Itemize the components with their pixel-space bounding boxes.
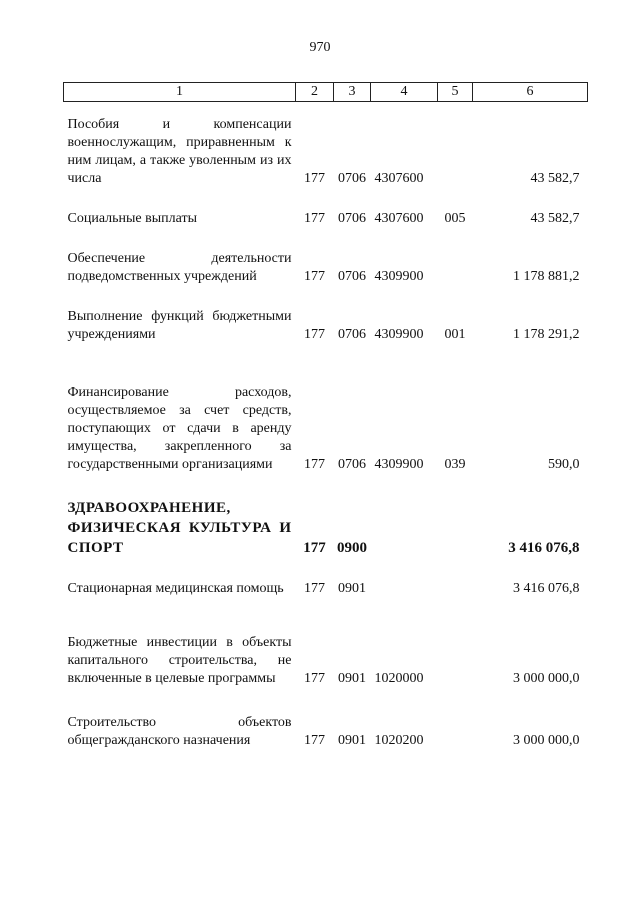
row-code-4: 1020000 bbox=[374, 671, 424, 686]
row-amount: 3 000 000,0 bbox=[513, 733, 580, 748]
table-row bbox=[64, 498, 588, 558]
row-name: ЗДРАВООХРАНЕНИЕ, ФИЗИЧЕСКАЯ КУЛЬТУРА И СПОРТ bbox=[67, 500, 292, 556]
row-spacer bbox=[64, 228, 588, 250]
header-cell: 5 bbox=[438, 83, 473, 102]
budget-table bbox=[63, 82, 588, 750]
row-code-4: 4309900 bbox=[374, 457, 424, 472]
row-name: Строительство объектов общегражданского назначения bbox=[67, 715, 292, 748]
header-cell: 1 bbox=[64, 83, 296, 102]
page-number: 970 bbox=[309, 40, 331, 55]
row-code-5 bbox=[438, 634, 473, 688]
row-amount: 590,0 bbox=[548, 457, 580, 472]
row-spacer bbox=[64, 102, 588, 117]
row-code-4 bbox=[371, 580, 438, 598]
row-code-5 bbox=[438, 580, 473, 598]
row-name: Выполнение функций бюджетными учреждениями bbox=[67, 309, 292, 342]
header-cell: 4 bbox=[371, 83, 438, 102]
row-code-2: 177 bbox=[304, 581, 325, 596]
row-amount: 1 178 291,2 bbox=[513, 327, 580, 342]
row-code-5: 005 bbox=[444, 211, 466, 226]
row-code-5 bbox=[438, 714, 473, 750]
header-cell: 2 bbox=[296, 83, 334, 102]
table-row bbox=[64, 308, 588, 344]
row-code-2: 177 bbox=[304, 171, 325, 186]
table-row bbox=[64, 210, 588, 228]
row-code-3: 0706 bbox=[338, 457, 366, 472]
table-row bbox=[64, 384, 588, 474]
row-code-4: 4309900 bbox=[374, 269, 424, 284]
row-spacer bbox=[64, 344, 588, 384]
row-spacer bbox=[64, 188, 588, 210]
row-amount: 43 582,7 bbox=[530, 211, 580, 226]
row-name: Стационарная медицинская помощь bbox=[67, 581, 284, 596]
row-amount: 3 416 076,8 bbox=[508, 540, 580, 556]
row-code-5 bbox=[438, 116, 473, 188]
row-code-3: 0900 bbox=[337, 540, 367, 556]
row-code-5: 039 bbox=[444, 457, 466, 472]
row-code-4: 4307600 bbox=[374, 171, 424, 186]
row-code-3: 0901 bbox=[338, 733, 366, 748]
row-code-3: 0901 bbox=[338, 671, 366, 686]
table-row bbox=[64, 250, 588, 286]
row-code-5: 001 bbox=[444, 327, 466, 342]
row-code-2: 177 bbox=[304, 327, 325, 342]
row-name: Бюджетные инвестиции в объекты капитального строительства, не включенные в целевые программы bbox=[67, 635, 292, 686]
row-code-4: 4307600 bbox=[374, 211, 424, 226]
row-code-3: 0706 bbox=[338, 327, 366, 342]
row-code-4 bbox=[371, 498, 438, 558]
row-code-5 bbox=[438, 498, 473, 558]
header-row bbox=[64, 83, 588, 102]
row-code-3: 0706 bbox=[338, 211, 366, 226]
header-cell: 3 bbox=[334, 83, 371, 102]
row-amount: 3 000 000,0 bbox=[513, 671, 580, 686]
table-row bbox=[64, 714, 588, 750]
row-code-4: 1020200 bbox=[374, 733, 424, 748]
header-cell: 6 bbox=[473, 83, 588, 102]
row-code-2: 177 bbox=[304, 269, 325, 284]
row-name: Пособия и компенсации военнослужащим, приравненным к ним лицам, а также уволенным из их числа bbox=[67, 117, 292, 186]
table-row bbox=[64, 580, 588, 598]
row-code-3: 0706 bbox=[338, 269, 366, 284]
row-name: Обеспечение деятельности подведомственных учреждений bbox=[67, 251, 292, 284]
row-code-2: 177 bbox=[304, 457, 325, 472]
row-spacer bbox=[64, 286, 588, 308]
row-spacer bbox=[64, 598, 588, 634]
row-code-2: 177 bbox=[304, 733, 325, 748]
row-spacer bbox=[64, 558, 588, 580]
row-name: Финансирование расходов, осуществляемое за счет средств, поступающих от сдачи в аренду имущества, закрепленного за государственными организациями bbox=[67, 385, 292, 472]
row-code-2: 177 bbox=[303, 540, 326, 556]
row-name: Социальные выплаты bbox=[67, 211, 198, 226]
table-row bbox=[64, 116, 588, 188]
row-amount: 1 178 881,2 bbox=[513, 269, 580, 284]
row-code-3: 0901 bbox=[338, 581, 366, 596]
row-spacer bbox=[64, 474, 588, 498]
table-row bbox=[64, 634, 588, 688]
row-code-5 bbox=[438, 250, 473, 286]
row-amount: 3 416 076,8 bbox=[513, 581, 580, 596]
row-code-3: 0706 bbox=[338, 171, 366, 186]
row-code-2: 177 bbox=[304, 671, 325, 686]
row-amount: 43 582,7 bbox=[530, 171, 580, 186]
row-code-4: 4309900 bbox=[374, 327, 424, 342]
row-code-2: 177 bbox=[304, 211, 325, 226]
row-spacer bbox=[64, 688, 588, 714]
